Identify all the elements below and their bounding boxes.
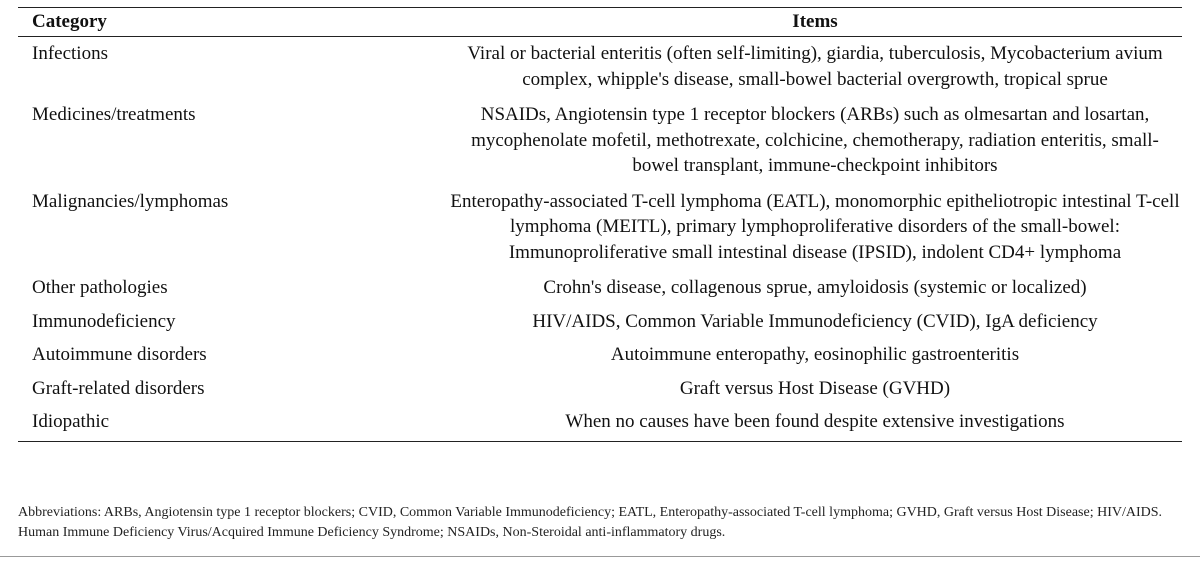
items-cell: NSAIDs, Angiotensin type 1 receptor blockers (ARBs) such as olmesartan and losartan, mycophenolate mofetil, methotrexate, colchicine, chemotherapy, radiation enteritis, small-bowel transplant, immune-checkpoint inhibitors bbox=[471, 104, 1159, 176]
table-row-infections bbox=[18, 37, 1182, 103]
table-row-malignancies bbox=[18, 189, 1182, 276]
header-category: Category bbox=[18, 8, 448, 37]
items-cell: Crohn's disease, collagenous sprue, amyloidosis (systemic or localized) bbox=[543, 277, 1087, 298]
items-cell: When no causes have been found despite extensive investigations bbox=[448, 409, 1182, 441]
items-cell: Viral or bacterial enteritis (often self-limiting), giardia, tuberculosis, Mycobacterium avium complex, whipple's disease, small-bowel bacterial overgrowth, tropical sprue bbox=[467, 43, 1163, 90]
causes-table bbox=[18, 7, 1182, 442]
abbreviations-footnote: Abbreviations: ARBs, Angiotensin type 1 receptor blockers; CVID, Common Variable Immunodeficiency; EATL, Enteropathy-associated T-cell lymphoma; GVHD, Graft versus Host Disease; HIV/AIDS. Human Immune Deficiency Virus/Acquired Immune Deficiency Syndrome; NSAIDs, Non-Steroidal anti-inflammatory drugs. bbox=[18, 505, 1163, 540]
category-cell: Autoimmune disorders bbox=[32, 344, 207, 365]
category-cell: Idiopathic bbox=[18, 409, 448, 441]
items-cell: HIV/AIDS, Common Variable Immunodeficiency (CVID), IgA deficiency bbox=[532, 310, 1098, 332]
category-cell: Malignancies/lymphomas bbox=[32, 190, 229, 212]
items-cell: Graft versus Host Disease (GVHD) bbox=[679, 377, 951, 399]
header-row bbox=[18, 8, 1182, 37]
items-cell: Autoimmune enteropathy, eosinophilic gastroenteritis bbox=[610, 344, 1020, 365]
category-cell: Graft-related disorders bbox=[32, 377, 205, 399]
table-header bbox=[18, 8, 1182, 37]
bottom-divider bbox=[0, 556, 1200, 557]
category-cell: Immunodeficiency bbox=[32, 310, 176, 332]
category-cell: Other pathologies bbox=[32, 277, 168, 298]
header-items: Items bbox=[448, 8, 1182, 37]
items-cell: Enteropathy-associated T-cell lymphoma (EATL), monomorphic epitheliotropic intestinal T-cell lymphoma (MEITL), primary lymphoproliferative disorders of the small-bowel: Immunoproliferative small intestinal disease (IPSID), indolent CD4+ lymphoma bbox=[450, 190, 1180, 263]
table-row-graft-related bbox=[18, 376, 1182, 410]
causes-table-container bbox=[18, 7, 1182, 442]
table-row-medicines bbox=[18, 102, 1182, 189]
category-cell: Infections bbox=[32, 43, 108, 64]
table-row-immunodeficiency bbox=[18, 309, 1182, 343]
table-body bbox=[18, 37, 1182, 442]
table-row-autoimmune bbox=[18, 342, 1182, 376]
table-row-idiopathic bbox=[18, 409, 1182, 441]
category-cell: Medicines/treatments bbox=[32, 104, 196, 125]
table-row-other-pathologies bbox=[18, 275, 1182, 309]
